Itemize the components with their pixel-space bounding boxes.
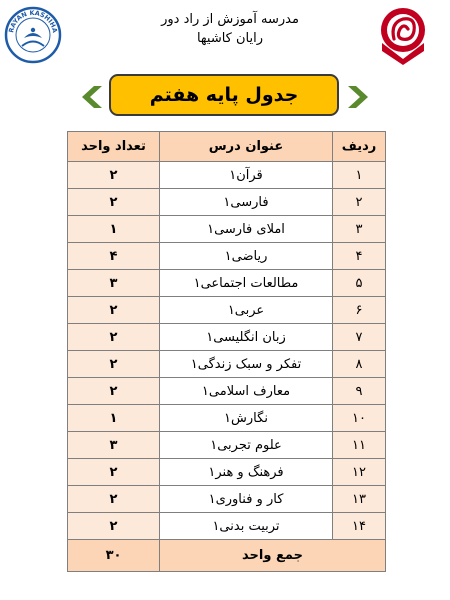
course-units-cell: ۲ — [68, 297, 160, 324]
row-number-cell: ۷ — [333, 324, 386, 351]
rayan-kashiha-logo-icon — [4, 6, 62, 64]
row-number-cell: ۸ — [333, 351, 386, 378]
row-number-cell: ۱۱ — [333, 432, 386, 459]
chevron-left-icon — [78, 84, 104, 110]
table-row — [68, 351, 386, 378]
title-banner-row — [0, 74, 450, 120]
row-number-cell: ۹ — [333, 378, 386, 405]
row-number-cell: ۵ — [333, 270, 386, 297]
course-title-cell: قرآن۱ — [160, 162, 333, 189]
grade-title-banner: جدول پایه هفتم — [109, 74, 339, 116]
row-number-cell: ۶ — [333, 297, 386, 324]
table-row — [68, 486, 386, 513]
total-label: جمع واحد — [160, 540, 386, 572]
row-number-cell: ۴ — [333, 243, 386, 270]
course-units-cell: ۲ — [68, 459, 160, 486]
school-emblem-icon — [372, 3, 434, 65]
course-title-cell: علوم تجربی۱ — [160, 432, 333, 459]
table-row — [68, 162, 386, 189]
header-units: تعداد واحد — [68, 132, 160, 162]
table-row — [68, 513, 386, 540]
row-number-cell: ۱ — [333, 162, 386, 189]
course-units-cell: ۱ — [68, 216, 160, 243]
course-title-cell: عربی۱ — [160, 297, 333, 324]
table-row — [68, 459, 386, 486]
course-units-cell: ۲ — [68, 486, 160, 513]
course-title-cell: تربیت بدنی۱ — [160, 513, 333, 540]
logo-ring-text: RAYAN KASHIHA — [7, 8, 59, 34]
course-title-cell: کار و فناوری۱ — [160, 486, 333, 513]
course-units-cell: ۲ — [68, 513, 160, 540]
total-units: ۳۰ — [68, 540, 160, 572]
table-row — [68, 297, 386, 324]
course-units-cell: ۲ — [68, 189, 160, 216]
course-units-cell: ۲ — [68, 162, 160, 189]
row-number-cell: ۲ — [333, 189, 386, 216]
school-name-line-2: رایان کاشیها — [196, 31, 264, 46]
school-name — [145, 10, 315, 48]
table-row — [68, 432, 386, 459]
course-table — [67, 131, 386, 572]
table-row — [68, 378, 386, 405]
row-number-cell: ۱۰ — [333, 405, 386, 432]
course-title-cell: تفکر و سبک زندگی۱ — [160, 351, 333, 378]
table-row — [68, 270, 386, 297]
page-header — [0, 0, 450, 70]
course-title-cell: مطالعات اجتماعی۱ — [160, 270, 333, 297]
header-row-number: ردیف — [333, 132, 386, 162]
course-units-cell: ۲ — [68, 378, 160, 405]
course-units-cell: ۳ — [68, 432, 160, 459]
course-title-cell: معارف اسلامی۱ — [160, 378, 333, 405]
table-row — [68, 243, 386, 270]
chevron-right-icon — [346, 84, 372, 110]
table-row — [68, 405, 386, 432]
table-row — [68, 216, 386, 243]
school-name-line-1: مدرسه آموزش از راد دور — [161, 12, 299, 27]
course-title-cell: زبان انگلیسی۱ — [160, 324, 333, 351]
table-header-row — [68, 132, 386, 162]
course-units-cell: ۴ — [68, 243, 160, 270]
course-units-cell: ۲ — [68, 324, 160, 351]
course-title-cell: ریاضی۱ — [160, 243, 333, 270]
table-row — [68, 324, 386, 351]
row-number-cell: ۳ — [333, 216, 386, 243]
row-number-cell: ۱۳ — [333, 486, 386, 513]
table-row — [68, 189, 386, 216]
row-number-cell: ۱۲ — [333, 459, 386, 486]
row-number-cell: ۱۴ — [333, 513, 386, 540]
header-course-title: عنوان درس — [160, 132, 333, 162]
course-units-cell: ۱ — [68, 405, 160, 432]
table-total-row — [68, 540, 386, 572]
course-title-cell: فرهنگ و هنر۱ — [160, 459, 333, 486]
course-title-cell: املای فارسی۱ — [160, 216, 333, 243]
course-units-cell: ۳ — [68, 270, 160, 297]
course-title-cell: نگارش۱ — [160, 405, 333, 432]
course-units-cell: ۲ — [68, 351, 160, 378]
course-title-cell: فارسی۱ — [160, 189, 333, 216]
